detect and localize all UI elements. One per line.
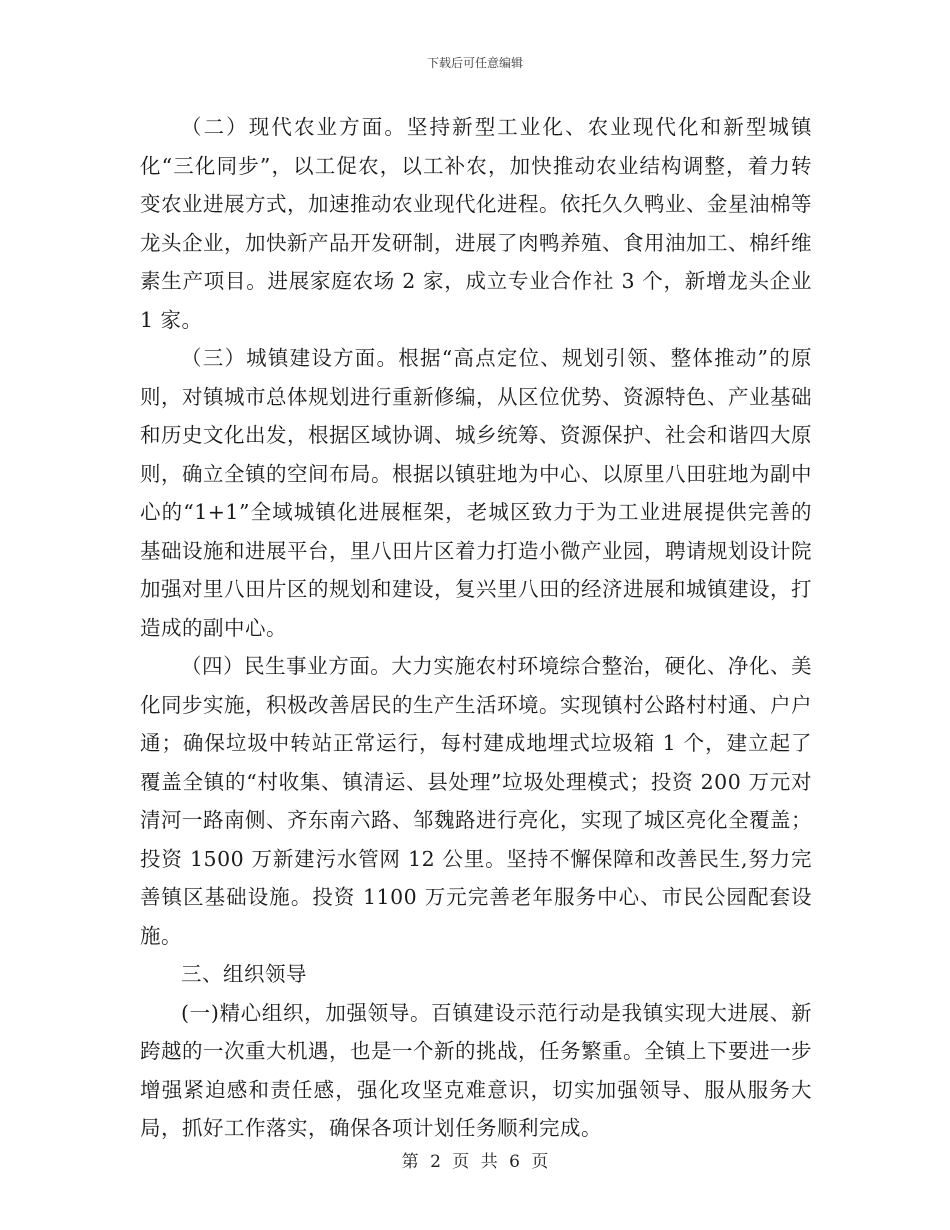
paragraph-livelihood: （四）民生事业方面。大力实施农村环境综合整治，硬化、净化、美化同步实施，积极改善居民的生产生活环境。实现镇村公路村村通、户户通；确保垃圾中转站正常运行，每村建成地埋式垃圾箱 1 个，建立起了覆盖全镇的“村收集、镇清运、县处理”垃圾处理模式；投资 200 万元对清河一路南侧、齐东南六路、邹魏路进行亮化，实现了城区亮化全覆盖；投资 1500 万新建污水管网 12 公里。坚持不懈保障和改善民生,努力完善镇区基础设施。投资 1100 万元完善老年服务中心、市民公园配套设施。 [140, 654, 812, 948]
page-header: 下载后可任意编辑 [426, 56, 523, 70]
section-heading-organization: 三、组织领导 [181, 962, 307, 986]
page-footer: 第 2 页 共 6 页 [401, 1152, 549, 1172]
paragraph-town-construction: （三）城镇建设方面。根据“高点定位、规划引领、整体推动”的原则，对镇城市总体规划进行重新修编，从区位优势、资源特色、产业基础和历史文化出发，根据区域协调、城乡统筹、资源保护、社会和谐四大原则，确立全镇的空间布局。根据以镇驻地为中心、以原里八田驻地为副中心的“1+1”全域城镇化进展框架，老城区致力于为工业进展提供完善的基础设施和进展平台，里八田片区着力打造小微产业园，聘请规划设计院加强对里八田片区的规划和建设，复兴里八田的经济进展和城镇建设，打造成的副中心。 [140, 346, 812, 640]
paragraph-organization: (一)精心组织，加强领导。百镇建设示范行动是我镇实现大进展、新跨越的一次重大机遇，也是一个新的挑战，任务繁重。全镇上下要进一步增强紧迫感和责任感，强化攻坚克难意识，切实加强领导、服从服务大局，抓好工作落实，确保各项计划任务顺利完成。 [140, 1000, 812, 1140]
document-body [140, 108, 812, 1148]
paragraph-modern-agriculture: （二）现代农业方面。坚持新型工业化、农业现代化和新型城镇化“三化同步”，以工促农，以工补农，加快推动农业结构调整，着力转变农业进展方式，加速推动农业现代化进程。依托久久鸭业、金星油棉等龙头企业，加快新产品开发研制，进展了肉鸭养殖、食用油加工、棉纤维素生产项目。进展家庭农场 2 家，成立专业合作社 3 个，新增龙头企业 1 家。 [140, 115, 812, 332]
